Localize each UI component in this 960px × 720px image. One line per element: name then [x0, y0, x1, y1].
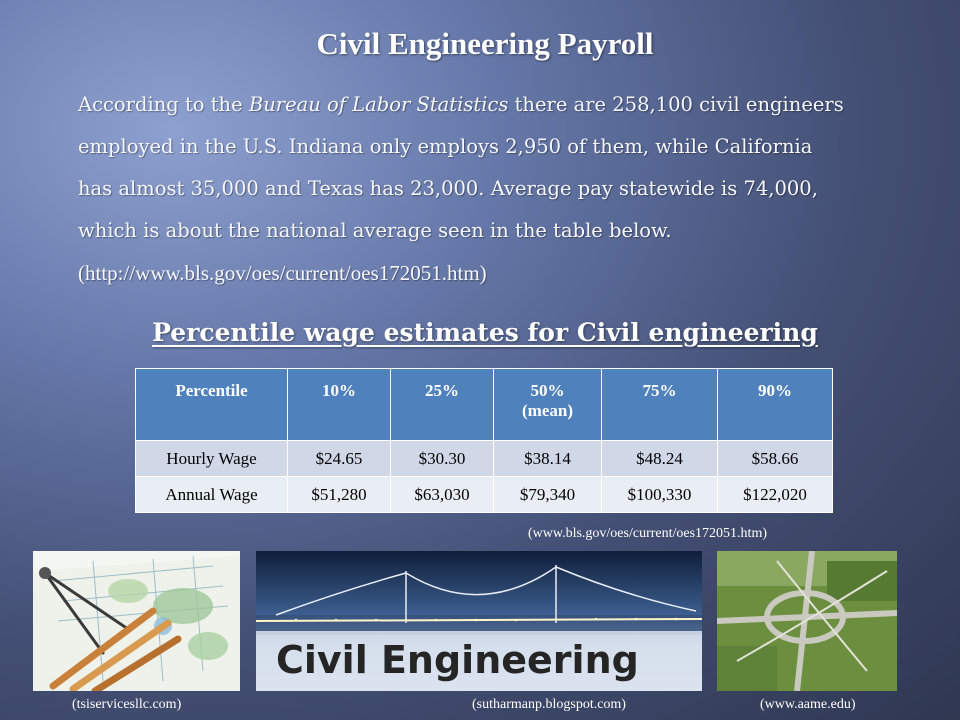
- center-image-credit: (sutharmanp.blogspot.com): [472, 697, 626, 712]
- header-mean-label: (mean): [522, 401, 573, 420]
- intro-line-1: [78, 84, 898, 126]
- table-row: [136, 477, 833, 513]
- intro-paragraph: [78, 84, 898, 294]
- intro-source: (http://www.bls.gov/oes/current/oes172051.htm): [78, 261, 487, 285]
- table-cell: $122,020: [718, 477, 833, 513]
- table-cell: $63,030: [391, 477, 494, 513]
- table-cell: $30.30: [391, 441, 494, 477]
- table-cell: $58.66: [718, 441, 833, 477]
- bridge-night-image: [256, 551, 702, 691]
- right-image-credit: (www.aame.edu): [760, 697, 856, 712]
- header-percentile: Percentile: [136, 369, 288, 441]
- row-label: Hourly Wage: [136, 441, 288, 477]
- table-title: Percentile wage estimates for Civil engineering: [152, 318, 818, 347]
- intro-text: there are 258,100 civil engineers: [508, 93, 844, 116]
- table-cell: $24.65: [288, 441, 391, 477]
- row-label: Annual Wage: [136, 477, 288, 513]
- table-cell: $38.14: [494, 441, 602, 477]
- table-cell: $51,280: [288, 477, 391, 513]
- table-source: (www.bls.gov/oes/current/oes172051.htm): [528, 526, 767, 541]
- header-90: 90%: [718, 369, 833, 441]
- table-cell: $48.24: [602, 441, 718, 477]
- left-image-credit: (tsiservicesllc.com): [72, 697, 182, 712]
- header-75: 75%: [602, 369, 718, 441]
- intro-line-3: has almost 35,000 and Texas has 23,000. Average pay statewide is 74,000,: [78, 177, 818, 200]
- table-cell: $100,330: [602, 477, 718, 513]
- bridge-banner-text: Civil Engineering: [276, 638, 639, 682]
- header-10: 10%: [288, 369, 391, 441]
- intro-line-2: employed in the U.S. Indiana only employs 2,950 of them, while California: [78, 135, 813, 158]
- table-cell: $79,340: [494, 477, 602, 513]
- wage-table: [135, 368, 833, 513]
- drafting-compass-pencils-image: [33, 551, 240, 691]
- table-row: [136, 441, 833, 477]
- bls-name: Bureau of Labor Statistics: [248, 93, 509, 116]
- intro-text: According to the: [78, 93, 249, 116]
- highway-interchange-image: [717, 551, 897, 691]
- table-header-row: [136, 369, 833, 441]
- slide-title: Civil Engineering Payroll: [316, 26, 654, 61]
- header-25: 25%: [391, 369, 494, 441]
- header-50-label: 50%: [530, 381, 565, 400]
- header-50: [494, 369, 602, 441]
- intro-line-4: which is about the national average seen in the table below.: [78, 219, 672, 242]
